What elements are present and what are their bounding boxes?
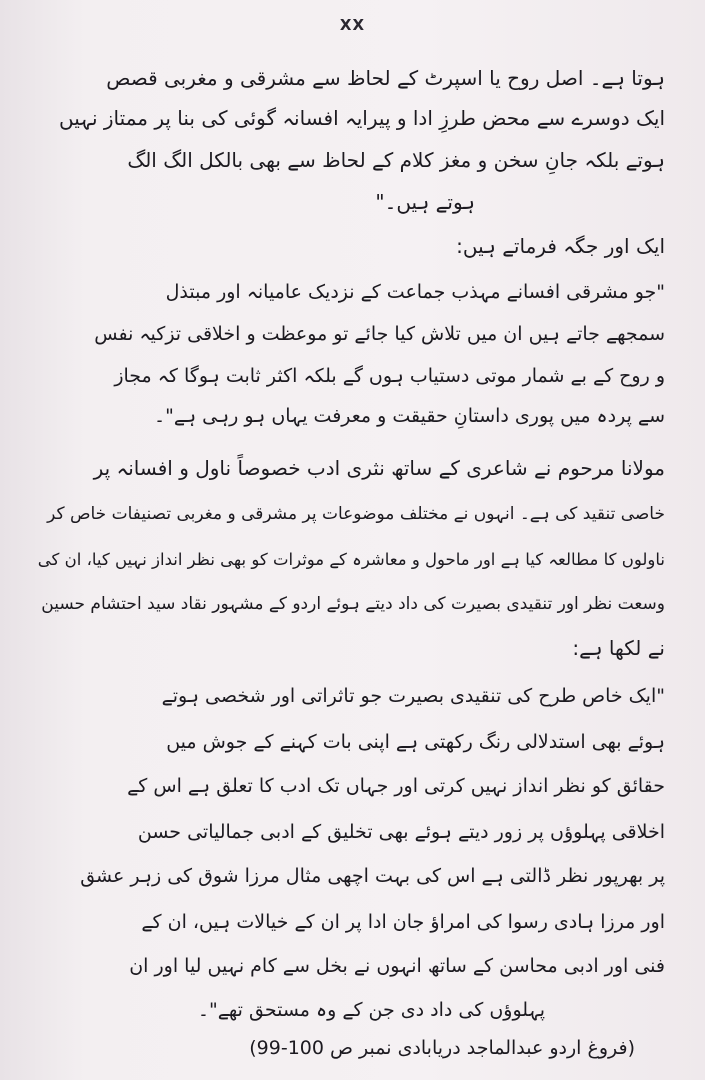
quote-line: اور مرزا ہادی رسوا کی امراؤ جان ادا پر ان کے خیالات ہیں، ان کے <box>141 911 665 933</box>
citation: (فروغ اردو عبدالماجد دریابادی نمبر ص 100-99) <box>249 1037 635 1059</box>
quote-line: فنی اور ادبی محاسن کے ساتھ انہوں نے بخل سے کام نہیں لیا اور ان <box>129 955 665 977</box>
text-line: ہوتے بلکہ جانِ سخن و مغز کلام کے لحاظ سے بھی بالکل الگ الگ <box>127 148 665 172</box>
quote-line: "جو مشرقی افسانے مہذب جماعت کے نزدیک عامیانہ اور مبتذل <box>165 281 665 303</box>
quote-line: "ایک خاص طرح کی تنقیدی بصیرت جو تاثراتی اور شخصی ہوتے <box>161 685 665 707</box>
text-line: ناولوں کا مطالعہ کیا ہے اور ماحول و معاشرہ کے موثرات کو بھی نظر انداز نہیں کیا، ان کی <box>37 550 665 569</box>
quote-line: سمجھے جاتے ہیں ان میں تلاش کیا جائے تو موعظت و اخلاقی تزکیہ نفس <box>94 323 665 345</box>
quote-line: حقائق کو نظر انداز نہیں کرتی اور جہاں تک ادب کا تعلق ہے اس کے <box>127 775 665 797</box>
text-line: ایک اور جگہ فرماتے ہیں: <box>456 234 665 258</box>
quote-line: پر بھرپور نظر ڈالتی ہے اس کی بہت اچھی مثال مرزا شوق کی زہر عشق <box>80 865 665 887</box>
quote-line: و روح کے بے شمار موتی دستیاب ہوں گے بلکہ اکثر ثابت ہوگا کہ مجاز <box>114 365 665 387</box>
quote-line: ہوئے بھی استدلالی رنگ رکھتی ہے اپنی بات کہنے کے جوش میں <box>166 731 665 753</box>
quote-line: اخلاقی پہلوؤں پر زور دیتے ہوئے بھی تخلیق کے ادبی جمالیاتی حسن <box>137 821 665 843</box>
text-line: مولانا مرحوم نے شاعری کے ساتھ نثری ادب خصوصاً ناول و افسانہ پر <box>93 456 665 480</box>
text-line: ہوتا ہے۔ اصل روح یا اسپرٹ کے لحاظ سے مشرقی و مغربی قصص <box>106 66 665 90</box>
text-line: وسعت نظر اور تنقیدی بصیرت کی داد دیتے ہوئے اردو کے مشہور نقاد سید احتشام حسین <box>41 594 665 614</box>
quote-line: سے پردہ میں پوری داستانِ حقیقت و معرفت یہاں ہو رہی ہے"۔ <box>153 405 665 427</box>
page-number: XX <box>339 16 366 34</box>
text-line: ہوتے ہیں۔" <box>375 190 475 214</box>
text-line: نے لکھا ہے: <box>572 636 665 660</box>
quote-line: پہلوؤں کی داد دی جن کے وہ مستحق تھے"۔ <box>197 999 545 1021</box>
text-line: خاصی تنقید کی ہے۔ انہوں نے مختلف موضوعات پر مشرقی و مغربی تصنیفات خاص کر <box>47 504 665 524</box>
text-line: ایک دوسرے سے محض طرزِ ادا و پیرایہ افسانہ گوئی کی بنا پر ممتاز نہیں <box>59 106 665 130</box>
